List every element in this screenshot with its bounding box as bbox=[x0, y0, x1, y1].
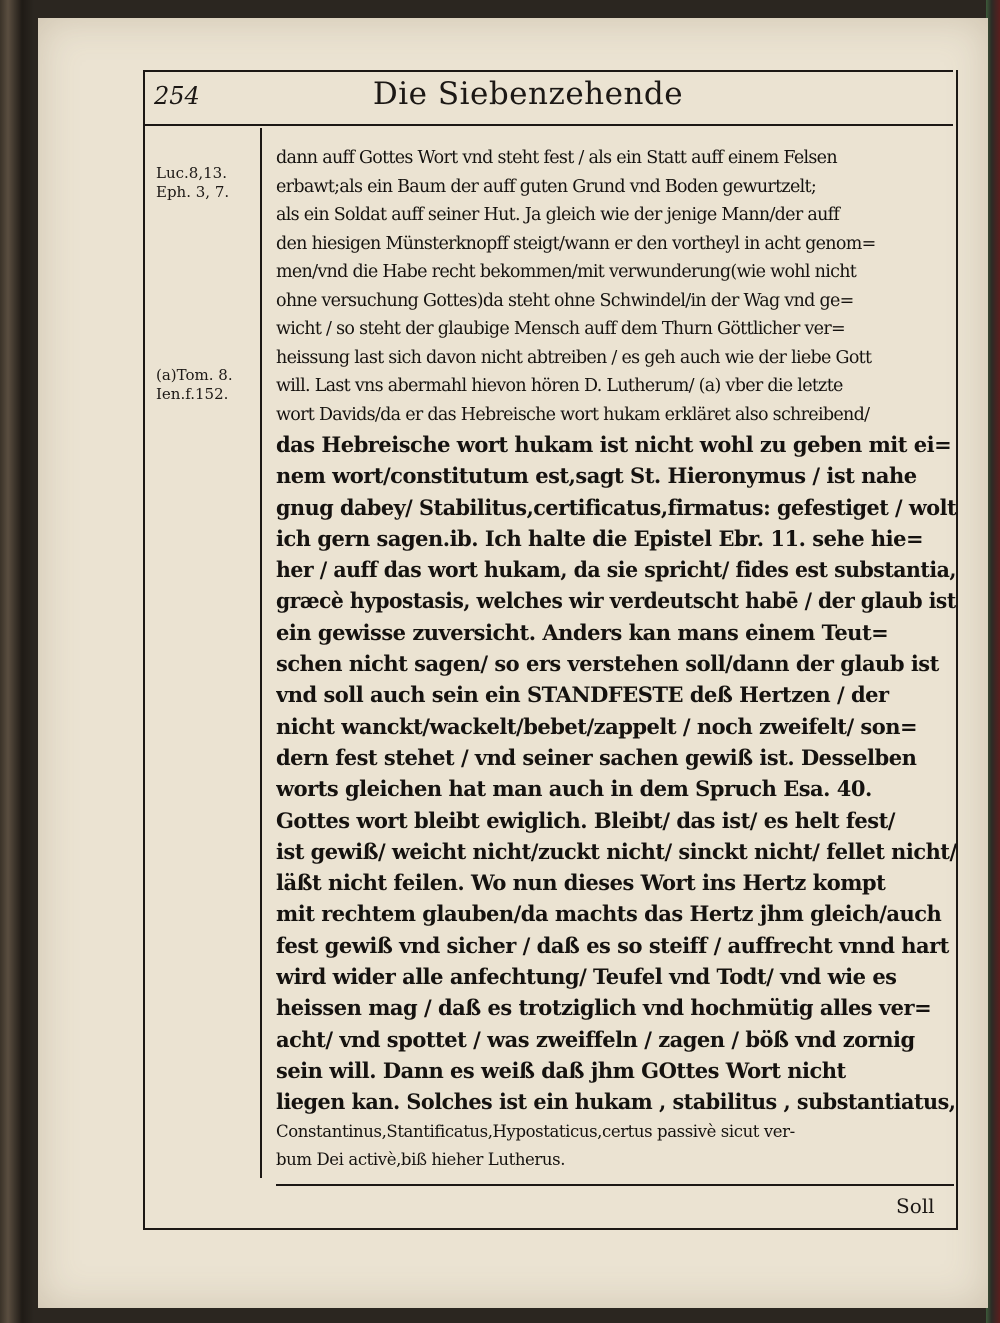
footer-rule bbox=[143, 1228, 958, 1230]
margin-note-luke-ephesians: Luc.8,13. Eph. 3, 7. bbox=[156, 164, 230, 201]
text-line: acht/ vnd spottet / was zweiffeln / zagen / böß vnd zornig bbox=[276, 1026, 915, 1052]
text-line: nem wort/constitutum est,sagt St. Hieronymus / ist nahe bbox=[276, 463, 917, 489]
text-line: wird wider alle anfechtung/ Teufel vnd Todt/ vnd wie es bbox=[276, 964, 897, 990]
text-line: mit rechtem glauben/da machts das Hertz jhm gleich/auch bbox=[276, 901, 942, 927]
text-line: græcè hypostasis, welches wir verdeutscht habē / der glaub ist bbox=[276, 588, 956, 614]
margin-divider-rule bbox=[260, 128, 262, 1178]
running-head: Die Siebenzehende bbox=[372, 76, 684, 112]
text-line: Constantinus,Stantificatus,Hypostaticus,certus passivè sicut ver- bbox=[276, 1121, 795, 1141]
text-line: ist gewiß/ weicht nicht/zuckt nicht/ sinckt nicht/ fellet nicht/ bbox=[276, 838, 957, 864]
text-line: den hiesigen Münsterknopff steigt/wann er den vortheyl in acht genom= bbox=[276, 233, 876, 254]
text-line: gnug dabey/ Stabilitus,certificatus,firmatus: gefestiget / wolt bbox=[276, 494, 957, 520]
book-page bbox=[38, 18, 988, 1308]
text-line: heissung last sich davon nicht abtreiben / es geh auch wie der liebe Gott bbox=[276, 347, 872, 368]
text-line: heissen mag / daß es trotziglich vnd hochmütig alles ver= bbox=[276, 995, 932, 1021]
text-line: läßt nicht feilen. Wo nun dieses Wort ins Hertz kompt bbox=[276, 870, 886, 896]
right-frame-rule bbox=[956, 70, 958, 1230]
text-line: bum Dei activè,biß hieher Lutherus. bbox=[276, 1149, 566, 1169]
page-number: 254 bbox=[154, 82, 200, 110]
text-line: men/vnd die Habe recht bekommen/mit verwunderung(wie wohl nicht bbox=[276, 262, 857, 282]
text-line: wort Davids/da er das Hebreische wort hukam erkläret also schreibend/ bbox=[276, 404, 870, 425]
book-binding-edge bbox=[986, 0, 1000, 1323]
top-rule bbox=[143, 70, 953, 72]
text-line: sein will. Dann es weiß daß jhm GOttes Wort nicht bbox=[276, 1057, 846, 1083]
text-line: ein gewisse zuversicht. Anders kan mans einem Teut= bbox=[276, 619, 889, 645]
left-frame-rule bbox=[143, 70, 145, 1230]
text-line: wicht / so steht der glaubige Mensch auff dem Thurn Göttlicher ver= bbox=[276, 319, 845, 339]
catchword: Soll bbox=[896, 1194, 935, 1218]
text-line: dann auff Gottes Wort vnd steht fest / als ein Statt auff einem Felsen bbox=[276, 148, 837, 168]
text-line: fest gewiß vnd sicher / daß es so steiff / auffrecht vnnd hart bbox=[276, 932, 949, 958]
text-line: Gottes wort bleibt ewiglich. Bleibt/ das ist/ es helt fest/ bbox=[276, 807, 895, 833]
text-line: worts gleichen hat man auch in dem Spruch Esa. 40. bbox=[276, 776, 872, 802]
text-line: vnd soll auch sein ein STANDFESTE deß Hertzen / der bbox=[276, 682, 889, 708]
text-line: ohne versuchung Gottes)da steht ohne Schwindel/in der Wag vnd ge= bbox=[276, 290, 854, 311]
body-text bbox=[276, 144, 956, 1174]
text-line: nicht wanckt/wackelt/bebet/zappelt / noch zweifelt/ son= bbox=[276, 713, 918, 739]
text-line: als ein Soldat auff seiner Hut. Ja gleich wie der jenige Mann/der auff bbox=[276, 205, 840, 225]
header-rule bbox=[143, 124, 953, 126]
text-line: will. Last vns abermahl hievon hören D. Lutherum/ (a) vber die letzte bbox=[276, 376, 843, 396]
text-line: erbawt;als ein Baum der auff guten Grund vnd Boden gewurtzelt; bbox=[276, 176, 817, 197]
text-line: schen nicht sagen/ so ers verstehen soll/dann der glaub ist bbox=[276, 651, 939, 677]
text-line: das Hebreische wort hukam ist nicht wohl zu geben mit ei= bbox=[276, 432, 952, 457]
bottom-text-rule bbox=[276, 1184, 954, 1186]
text-line: liegen kan. Solches ist ein hukam , stabilitus , substantiatus, bbox=[276, 1089, 956, 1115]
text-line: her / auff das wort hukam, da sie spricht/ fides est substantia, bbox=[276, 557, 957, 583]
margin-note-tomus: (a)Tom. 8. Ien.f.152. bbox=[156, 366, 233, 403]
text-line: dern fest stehet / vnd seiner sachen gewiß ist. Desselben bbox=[276, 744, 917, 770]
text-line: ich gern sagen.ib. Ich halte die Epistel Ebr. 11. sehe hie= bbox=[276, 525, 924, 551]
